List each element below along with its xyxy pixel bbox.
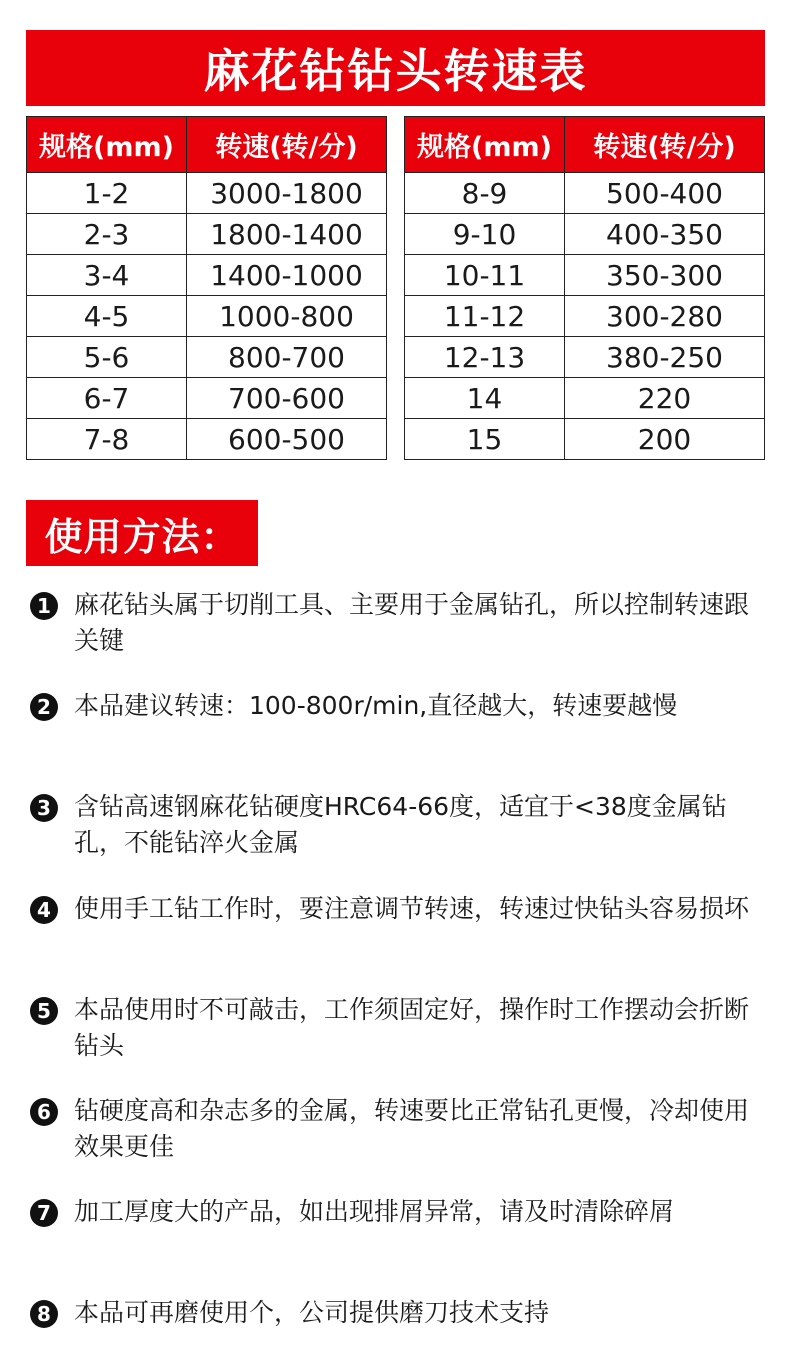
- table-row: [27, 419, 387, 460]
- usage-title: 使用方法：: [26, 500, 258, 566]
- usage-item: [30, 789, 765, 861]
- spec-cell: 12-13: [405, 337, 565, 378]
- spec-cell: 8-9: [405, 173, 565, 214]
- speed-cell: 220: [565, 378, 765, 419]
- spec-cell: 2-3: [27, 214, 187, 255]
- usage-item: [30, 1295, 765, 1331]
- table-row: [27, 214, 387, 255]
- table-row: [27, 255, 387, 296]
- usage-item: [30, 587, 765, 659]
- spec-cell: 10-11: [405, 255, 565, 296]
- spec-cell: 1-2: [27, 173, 187, 214]
- number-5-icon: 5: [30, 997, 58, 1025]
- speed-cell: 400-350: [565, 214, 765, 255]
- spec-cell: 9-10: [405, 214, 565, 255]
- speed-cell: 200: [565, 419, 765, 460]
- table-row: [405, 214, 765, 255]
- header-spec: 规格(mm): [27, 117, 187, 173]
- speed-cell: 3000-1800: [187, 173, 387, 214]
- usage-item: [30, 1194, 765, 1230]
- speed-cell: 1000-800: [187, 296, 387, 337]
- speed-cell: 800-700: [187, 337, 387, 378]
- page-title: 麻花钻钻头转速表: [26, 30, 765, 106]
- speed-cell: 300-280: [565, 296, 765, 337]
- spec-cell: 4-5: [27, 296, 187, 337]
- usage-item: [30, 891, 765, 927]
- speed-cell: 350-300: [565, 255, 765, 296]
- usage-text: 本品使用时不可敲击，工作须固定好，操作时工作摆动会折断钻头: [74, 995, 750, 1060]
- table-row: [405, 296, 765, 337]
- usage-item: [30, 992, 765, 1064]
- spec-cell: 14: [405, 378, 565, 419]
- number-8-icon: 8: [30, 1300, 58, 1328]
- speed-table-right: [404, 116, 765, 460]
- usage-text: 含钻高速钢麻花钻硬度HRC64-66度，适宜于<38度金属钻孔，不能钻淬火金属: [74, 792, 727, 857]
- table-header-row: [405, 117, 765, 173]
- speed-cell: 600-500: [187, 419, 387, 460]
- number-4-icon: 4: [30, 896, 58, 924]
- table-row: [27, 337, 387, 378]
- table-row: [405, 378, 765, 419]
- speed-cell: 380-250: [565, 337, 765, 378]
- header-spec: 规格(mm): [405, 117, 565, 173]
- table-row: [405, 419, 765, 460]
- number-7-icon: 7: [30, 1199, 58, 1227]
- table-row: [27, 173, 387, 214]
- header-speed: 转速(转/分): [565, 117, 765, 173]
- spec-cell: 5-6: [27, 337, 187, 378]
- usage-text: 使用手工钻工作时，要注意调节转速，转速过快钻头容易损坏: [74, 894, 750, 923]
- usage-item: [30, 688, 765, 724]
- speed-cell: 1800-1400: [187, 214, 387, 255]
- usage-text: 本品建议转速：100-800r/min,直径越大，转速要越慢: [74, 691, 678, 720]
- table-row: [405, 337, 765, 378]
- table-row: [405, 173, 765, 214]
- header-speed: 转速(转/分): [187, 117, 387, 173]
- speed-cell: 500-400: [565, 173, 765, 214]
- spec-cell: 11-12: [405, 296, 565, 337]
- usage-item: [30, 1093, 765, 1165]
- speed-table-left: [26, 116, 387, 460]
- usage-text: 钻硬度高和杂志多的金属，转速要比正常钻孔更慢，冷却使用效果更佳: [74, 1096, 750, 1161]
- speed-cell: 1400-1000: [187, 255, 387, 296]
- usage-text: 本品可再磨使用个，公司提供磨刀技术支持: [74, 1298, 550, 1327]
- number-6-icon: 6: [30, 1098, 58, 1126]
- speed-cell: 700-600: [187, 378, 387, 419]
- table-row: [27, 296, 387, 337]
- table-row: [405, 255, 765, 296]
- table-header-row: [27, 117, 387, 173]
- number-1-icon: 1: [30, 592, 58, 620]
- table-row: [27, 378, 387, 419]
- spec-cell: 3-4: [27, 255, 187, 296]
- spec-cell: 6-7: [27, 378, 187, 419]
- number-3-icon: 3: [30, 794, 58, 822]
- number-2-icon: 2: [30, 693, 58, 721]
- spec-cell: 15: [405, 419, 565, 460]
- usage-text: 加工厚度大的产品，如出现排屑异常，请及时清除碎屑: [74, 1197, 675, 1226]
- spec-cell: 7-8: [27, 419, 187, 460]
- usage-text: 麻花钻头属于切削工具、主要用于金属钻孔，所以控制转速跟关键: [74, 590, 750, 655]
